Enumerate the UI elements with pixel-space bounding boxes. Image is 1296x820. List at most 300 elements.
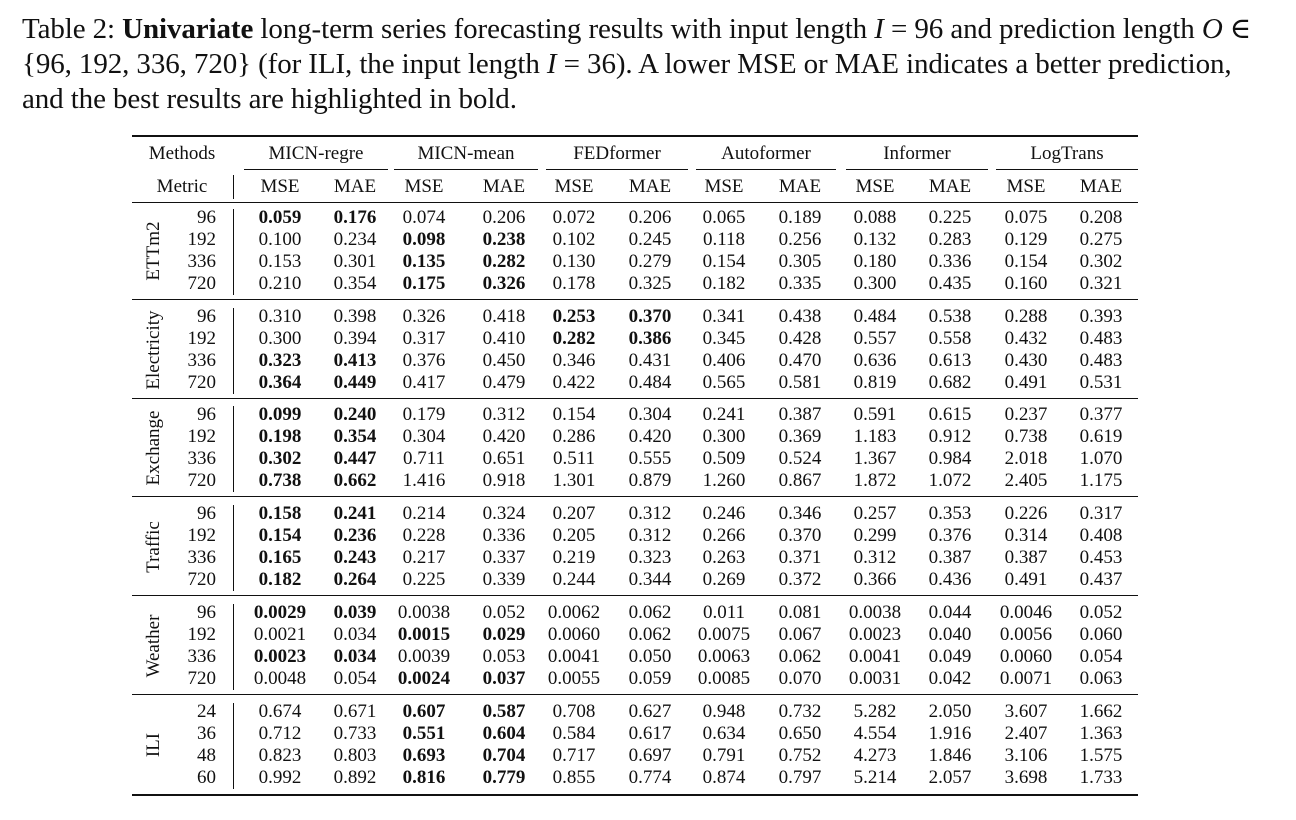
table-cell: 0.453	[1079, 547, 1123, 568]
table-cell: 0.387	[1004, 547, 1048, 568]
method-header: MICN-mean	[417, 143, 515, 164]
table-cell: 0.483	[1079, 328, 1123, 349]
table-cell: 1.183	[853, 426, 897, 447]
table-cell: 0.509	[702, 448, 746, 469]
table-cell: 0.154	[702, 251, 746, 272]
table-cell: 0.0085	[697, 668, 751, 689]
table-cell: 0.671	[333, 701, 377, 722]
prediction-length: 720	[187, 273, 216, 294]
table-cell: 0.0041	[547, 646, 601, 667]
dataset-divider	[233, 604, 234, 690]
table-cell: 0.511	[552, 448, 596, 469]
header-rule	[132, 202, 1138, 203]
table-cell: 0.662	[333, 470, 377, 491]
table-cell: 0.054	[333, 668, 377, 689]
table-cell: 1.575	[1079, 745, 1123, 766]
table-cell: 1.301	[552, 470, 596, 491]
table-cell: 0.234	[333, 229, 377, 250]
table-cell: 0.241	[333, 503, 377, 524]
prediction-length: 336	[187, 350, 216, 371]
caption-var-i: I	[874, 13, 884, 45]
table-cell: 0.050	[628, 646, 672, 667]
metric-header: MSE	[260, 176, 300, 197]
caption-eq2: = 36). A lower MSE or MAE indicates a better prediction, and the best results are highlighted in bold.	[22, 48, 1232, 115]
table-cell: 0.304	[402, 426, 446, 447]
table-cell: 3.698	[1004, 767, 1048, 788]
table-cell: 0.555	[628, 448, 672, 469]
table-cell: 0.797	[778, 767, 822, 788]
method-header: Informer	[883, 143, 951, 164]
method-underline	[696, 169, 836, 170]
table-cell: 0.236	[333, 525, 377, 546]
table-cell: 0.704	[482, 745, 526, 766]
table-cell: 0.617	[628, 723, 672, 744]
table-cell: 3.106	[1004, 745, 1048, 766]
table-cell: 0.226	[1004, 503, 1048, 524]
table-cell: 2.050	[928, 701, 972, 722]
method-header: FEDformer	[573, 143, 661, 164]
caption-label: Table 2:	[22, 13, 115, 45]
table-cell: 0.256	[778, 229, 822, 250]
table-cell: 0.984	[928, 448, 972, 469]
table-cell: 0.420	[628, 426, 672, 447]
metric-header: MAE	[778, 176, 822, 197]
table-cell: 0.300	[258, 328, 302, 349]
table-cell: 0.436	[928, 569, 972, 590]
table-cell: 1.070	[1079, 448, 1123, 469]
table-cell: 0.098	[402, 229, 446, 250]
table-cell: 0.279	[628, 251, 672, 272]
table-cell: 0.992	[258, 767, 302, 788]
table-caption	[22, 12, 1272, 117]
table-cell: 0.752	[778, 745, 822, 766]
table-cell: 0.323	[628, 547, 672, 568]
table-cell: 0.154	[552, 404, 596, 425]
table-cell: 0.394	[333, 328, 377, 349]
table-cell: 0.0038	[848, 602, 902, 623]
metric-header: MAE	[482, 176, 526, 197]
method-header: Autoformer	[721, 143, 811, 164]
table-cell: 0.420	[482, 426, 526, 447]
table-cell: 0.217	[402, 547, 446, 568]
metric-header: MSE	[704, 176, 744, 197]
prediction-length: 192	[187, 328, 216, 349]
table-cell: 0.558	[928, 328, 972, 349]
table-cell: 0.154	[1004, 251, 1048, 272]
table-cell: 0.418	[482, 306, 526, 327]
metric-header: MSE	[554, 176, 594, 197]
table-cell: 0.413	[333, 350, 377, 371]
table-cell: 0.604	[482, 723, 526, 744]
table-cell: 0.0021	[253, 624, 307, 645]
table-cell: 0.132	[853, 229, 897, 250]
table-cell: 0.438	[778, 306, 822, 327]
table-cell: 0.353	[928, 503, 972, 524]
table-cell: 0.738	[258, 470, 302, 491]
prediction-length: 336	[187, 547, 216, 568]
prediction-length: 720	[187, 569, 216, 590]
method-underline	[846, 169, 988, 170]
table-cell: 0.855	[552, 767, 596, 788]
table-cell: 0.0063	[697, 646, 751, 667]
table-cell: 2.405	[1004, 470, 1048, 491]
table-cell: 0.712	[258, 723, 302, 744]
caption-set: ∈ {96, 192, 336, 720} (for ILI, the input length	[22, 13, 1252, 80]
table-cell: 0.135	[402, 251, 446, 272]
table-cell: 0.237	[1004, 404, 1048, 425]
table-cell: 0.100	[258, 229, 302, 250]
table-cell: 0.065	[702, 207, 746, 228]
table-cell: 0.538	[928, 306, 972, 327]
table-cell: 0.282	[552, 328, 596, 349]
table-cell: 0.182	[258, 569, 302, 590]
table-cell: 0.345	[702, 328, 746, 349]
table-cell: 0.225	[402, 569, 446, 590]
table-cell: 0.366	[853, 569, 897, 590]
table-cell: 0.344	[628, 569, 672, 590]
table-cell: 0.302	[1079, 251, 1123, 272]
table-cell: 0.153	[258, 251, 302, 272]
table-cell: 0.244	[552, 569, 596, 590]
table-cell: 0.326	[482, 273, 526, 294]
table-cell: 0.241	[702, 404, 746, 425]
method-underline	[546, 169, 688, 170]
metric-header: MSE	[404, 176, 444, 197]
table-cell: 0.0075	[697, 624, 751, 645]
dataset-rule	[132, 299, 1138, 300]
table-cell: 0.892	[333, 767, 377, 788]
table-cell: 0.0029	[253, 602, 307, 623]
table-cell: 0.791	[702, 745, 746, 766]
table-cell: 0.491	[1004, 372, 1048, 393]
table-cell: 0.102	[552, 229, 596, 250]
table-cell: 0.118	[702, 229, 746, 250]
table-cell: 0.228	[402, 525, 446, 546]
table-cell: 0.0048	[253, 668, 307, 689]
table-cell: 0.336	[482, 525, 526, 546]
table-cell: 0.339	[482, 569, 526, 590]
table-cell: 0.059	[628, 668, 672, 689]
table-cell: 0.0060	[547, 624, 601, 645]
table-cell: 0.179	[402, 404, 446, 425]
table-cell: 0.354	[333, 426, 377, 447]
table-cell: 0.042	[928, 668, 972, 689]
table-cell: 0.325	[628, 273, 672, 294]
table-cell: 0.376	[928, 525, 972, 546]
table-cell: 0.182	[702, 273, 746, 294]
table-cell: 0.040	[928, 624, 972, 645]
table-cell: 0.165	[258, 547, 302, 568]
table-cell: 0.372	[778, 569, 822, 590]
table-cell: 0.288	[1004, 306, 1048, 327]
caption-var-i2: I	[546, 48, 557, 80]
table-cell: 0.269	[702, 569, 746, 590]
table-cell: 0.912	[928, 426, 972, 447]
table-cell: 0.039	[333, 602, 377, 623]
table-cell: 0.052	[482, 602, 526, 623]
table-cell: 0.370	[778, 525, 822, 546]
table-cell: 0.634	[702, 723, 746, 744]
dataset-divider	[233, 406, 234, 492]
table-cell: 0.205	[552, 525, 596, 546]
table-cell: 0.219	[552, 547, 596, 568]
prediction-length: 336	[187, 251, 216, 272]
table-cell: 0.450	[482, 350, 526, 371]
method-header: LogTrans	[1030, 143, 1104, 164]
table-cell: 0.823	[258, 745, 302, 766]
prediction-length: 60	[197, 767, 216, 788]
table-cell: 0.074	[402, 207, 446, 228]
table-cell: 0.531	[1079, 372, 1123, 393]
table-cell: 0.243	[333, 547, 377, 568]
prediction-length: 96	[197, 207, 216, 228]
prediction-length: 720	[187, 668, 216, 689]
table-cell: 0.299	[853, 525, 897, 546]
table-cell: 2.057	[928, 767, 972, 788]
table-cell: 0.062	[778, 646, 822, 667]
table-cell: 0.565	[702, 372, 746, 393]
table-cell: 0.0046	[999, 602, 1053, 623]
table-cell: 0.304	[628, 404, 672, 425]
table-cell: 0.918	[482, 470, 526, 491]
prediction-length: 24	[197, 701, 216, 722]
table-cell: 0.210	[258, 273, 302, 294]
table-cell: 0.697	[628, 745, 672, 766]
prediction-length: 192	[187, 525, 216, 546]
prediction-length: 96	[197, 404, 216, 425]
table-cell: 0.422	[552, 372, 596, 393]
dataset-rule	[132, 694, 1138, 695]
table-cell: 0.154	[258, 525, 302, 546]
prediction-length: 48	[197, 745, 216, 766]
table-cell: 0.063	[1079, 668, 1123, 689]
dataset-divider	[233, 209, 234, 295]
table-cell: 0.607	[402, 701, 446, 722]
table-cell: 0.650	[778, 723, 822, 744]
table-cell: 0.376	[402, 350, 446, 371]
table-cell: 0.283	[928, 229, 972, 250]
table-cell: 0.449	[333, 372, 377, 393]
table-cell: 0.054	[1079, 646, 1123, 667]
table-cell: 0.803	[333, 745, 377, 766]
table-cell: 0.189	[778, 207, 822, 228]
table-cell: 0.879	[628, 470, 672, 491]
caption-var-o: O	[1201, 13, 1223, 45]
table-cell: 0.732	[778, 701, 822, 722]
table-cell: 0.613	[928, 350, 972, 371]
table-cell: 1.916	[928, 723, 972, 744]
table-cell: 0.238	[482, 229, 526, 250]
table-cell: 0.034	[333, 646, 377, 667]
table-cell: 0.324	[482, 503, 526, 524]
table-cell: 0.651	[482, 448, 526, 469]
table-cell: 0.551	[402, 723, 446, 744]
metric-header: MAE	[928, 176, 972, 197]
table-cell: 0.206	[628, 207, 672, 228]
table-cell: 0.052	[1079, 602, 1123, 623]
prediction-length: 36	[197, 723, 216, 744]
table-cell: 0.738	[1004, 426, 1048, 447]
table-cell: 0.408	[1079, 525, 1123, 546]
table-cell: 0.282	[482, 251, 526, 272]
top-rule	[132, 135, 1138, 137]
table-cell: 0.557	[853, 328, 897, 349]
table-cell: 4.273	[853, 745, 897, 766]
table-cell: 0.302	[258, 448, 302, 469]
table-cell: 0.584	[552, 723, 596, 744]
table-cell: 0.0024	[397, 668, 451, 689]
table-cell: 0.253	[552, 306, 596, 327]
table-cell: 0.158	[258, 503, 302, 524]
table-cell: 0.225	[928, 207, 972, 228]
metric-header: MAE	[628, 176, 672, 197]
method-underline	[244, 169, 388, 170]
table-cell: 0.774	[628, 767, 672, 788]
table-cell: 0.0062	[547, 602, 601, 623]
table-cell: 0.0056	[999, 624, 1053, 645]
table-cell: 0.286	[552, 426, 596, 447]
table-cell: 0.257	[853, 503, 897, 524]
table-cell: 2.018	[1004, 448, 1048, 469]
table-cell: 0.524	[778, 448, 822, 469]
table-cell: 0.371	[778, 547, 822, 568]
table-cell: 0.483	[1079, 350, 1123, 371]
table-cell: 0.070	[778, 668, 822, 689]
dataset-rule	[132, 595, 1138, 596]
table-cell: 0.819	[853, 372, 897, 393]
table-cell: 0.341	[702, 306, 746, 327]
table-cell: 0.240	[333, 404, 377, 425]
table-cell: 0.346	[552, 350, 596, 371]
method-header: MICN-regre	[268, 143, 364, 164]
table-cell: 0.088	[853, 207, 897, 228]
table-cell: 0.354	[333, 273, 377, 294]
table-cell: 0.431	[628, 350, 672, 371]
table-cell: 0.060	[1079, 624, 1123, 645]
table-cell: 0.430	[1004, 350, 1048, 371]
table-cell: 0.198	[258, 426, 302, 447]
table-cell: 0.336	[928, 251, 972, 272]
table-cell: 0.321	[1079, 273, 1123, 294]
table-cell: 0.0060	[999, 646, 1053, 667]
dataset-rule	[132, 398, 1138, 399]
dataset-label: ETTm2	[143, 221, 164, 281]
table-cell: 5.214	[853, 767, 897, 788]
table-cell: 0.314	[1004, 525, 1048, 546]
table-cell: 0.062	[628, 602, 672, 623]
table-cell: 0.301	[333, 251, 377, 272]
table-cell: 0.615	[928, 404, 972, 425]
table-cell: 0.072	[552, 207, 596, 228]
dataset-divider	[233, 703, 234, 789]
prediction-length: 96	[197, 602, 216, 623]
bottom-rule	[132, 794, 1138, 796]
table-cell: 1.367	[853, 448, 897, 469]
table-cell: 0.393	[1079, 306, 1123, 327]
table-cell: 0.693	[402, 745, 446, 766]
table-cell: 0.264	[333, 569, 377, 590]
table-cell: 0.245	[628, 229, 672, 250]
table-cell: 0.310	[258, 306, 302, 327]
prediction-length: 720	[187, 372, 216, 393]
table-cell: 1.846	[928, 745, 972, 766]
table-cell: 0.717	[552, 745, 596, 766]
table-cell: 0.406	[702, 350, 746, 371]
table-cell: 0.370	[628, 306, 672, 327]
method-underline	[394, 169, 538, 170]
method-underline	[996, 169, 1138, 170]
table-cell: 3.607	[1004, 701, 1048, 722]
metric-header: MAE	[333, 176, 377, 197]
metric-divider	[233, 175, 234, 199]
table-cell: 0.948	[702, 701, 746, 722]
table-cell: 0.0031	[848, 668, 902, 689]
table-cell: 0.049	[928, 646, 972, 667]
table-cell: 0.387	[928, 547, 972, 568]
table-cell: 0.300	[853, 273, 897, 294]
caption-bold: Univariate	[122, 13, 254, 45]
table-cell: 0.129	[1004, 229, 1048, 250]
table-cell: 0.587	[482, 701, 526, 722]
table-cell: 0.0039	[397, 646, 451, 667]
caption-eq1: = 96 and prediction length	[883, 13, 1202, 45]
table-cell: 0.275	[1079, 229, 1123, 250]
dataset-divider	[233, 505, 234, 591]
table-cell: 0.081	[778, 602, 822, 623]
table-cell: 1.260	[702, 470, 746, 491]
dataset-label: Electricity	[143, 310, 164, 390]
table-cell: 0.312	[628, 503, 672, 524]
caption-text1: long-term series forecasting results with input length	[253, 13, 875, 45]
table-cell: 0.305	[778, 251, 822, 272]
table-cell: 0.300	[702, 426, 746, 447]
table-cell: 0.317	[1079, 503, 1123, 524]
table-cell: 0.432	[1004, 328, 1048, 349]
table-cell: 0.387	[778, 404, 822, 425]
table-cell: 0.176	[333, 207, 377, 228]
table-cell: 0.346	[778, 503, 822, 524]
table-cell: 0.207	[552, 503, 596, 524]
prediction-length: 96	[197, 306, 216, 327]
table-cell: 0.428	[778, 328, 822, 349]
table-cell: 0.067	[778, 624, 822, 645]
dataset-label: Weather	[143, 614, 164, 678]
table-cell: 0.335	[778, 273, 822, 294]
table-cell: 0.470	[778, 350, 822, 371]
table-cell: 0.0023	[253, 646, 307, 667]
table-cell: 0.0055	[547, 668, 601, 689]
table-cell: 0.059	[258, 207, 302, 228]
table-cell: 0.075	[1004, 207, 1048, 228]
table-cell: 0.619	[1079, 426, 1123, 447]
table-cell: 0.0015	[397, 624, 451, 645]
table-cell: 1.733	[1079, 767, 1123, 788]
metric-header: MSE	[855, 176, 895, 197]
table-cell: 0.263	[702, 547, 746, 568]
prediction-length: 96	[197, 503, 216, 524]
prediction-length: 720	[187, 470, 216, 491]
table-cell: 0.435	[928, 273, 972, 294]
table-cell: 0.317	[402, 328, 446, 349]
table-cell: 0.011	[702, 602, 746, 623]
table-cell: 0.029	[482, 624, 526, 645]
metric-header: MAE	[1079, 176, 1123, 197]
table-cell: 0.0041	[848, 646, 902, 667]
table-cell: 0.323	[258, 350, 302, 371]
table-cell: 0.160	[1004, 273, 1048, 294]
dataset-rule	[132, 496, 1138, 497]
table-cell: 0.591	[853, 404, 897, 425]
